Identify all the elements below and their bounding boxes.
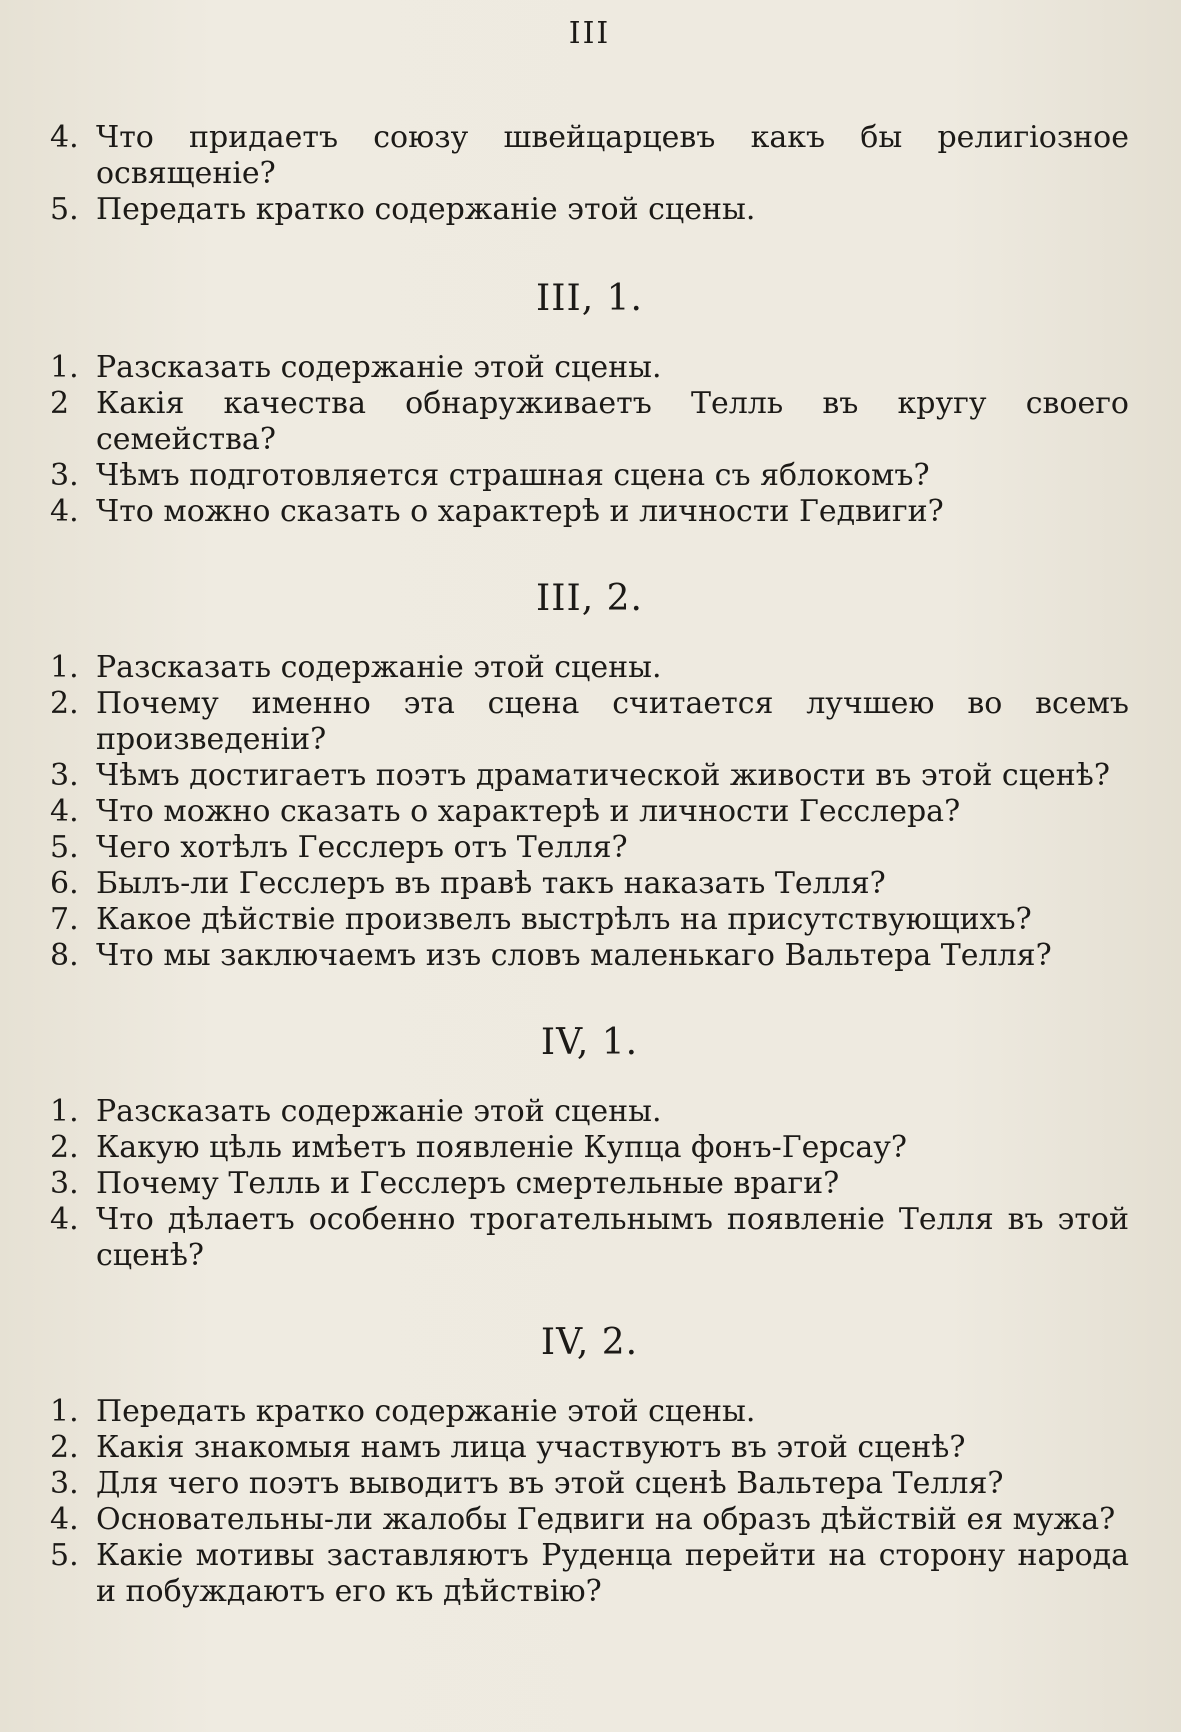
question-text: Какіе мотивы заставляютъ Руденца перейти на сторону народа и побуждаютъ его къ дѣйствію? — [96, 1538, 1129, 1609]
question-number: 1. — [50, 1394, 79, 1429]
question-number: 3. — [50, 458, 79, 493]
question-number: 4. — [50, 794, 79, 829]
question-text: Передать кратко содержаніе этой сцены. — [96, 1394, 756, 1429]
section-question-list — [50, 350, 1129, 530]
question-item — [50, 458, 1129, 494]
section-question-list — [50, 1394, 1129, 1610]
question-item — [50, 758, 1129, 794]
question-item — [50, 830, 1129, 866]
question-text: Разсказать содержаніе этой сцены. — [96, 350, 662, 385]
section-question-list — [50, 1094, 1129, 1274]
question-text: Что можно сказать о характерѣ и личности Гесслера? — [96, 794, 961, 829]
question-text: Что можно сказать о характерѣ и личности Гедвиги? — [96, 494, 944, 529]
section-heading: III, 1. — [536, 278, 643, 319]
question-item — [50, 1430, 1129, 1466]
question-item — [50, 1202, 1129, 1274]
question-item — [50, 1166, 1129, 1202]
question-item — [50, 866, 1129, 902]
question-text: Что дѣлаетъ особенно трогательнымъ появленіе Телля въ этой сценѣ? — [96, 1202, 1129, 1273]
question-item — [50, 494, 1129, 530]
question-text: Былъ-ли Гесслеръ въ правѣ такъ наказать Телля? — [96, 866, 886, 901]
question-text: Какое дѣйствіе произвелъ выстрѣлъ на присутствующихъ? — [96, 902, 1032, 937]
question-number: 3. — [50, 1466, 79, 1501]
question-number: 4. — [50, 120, 79, 155]
question-item — [50, 1394, 1129, 1430]
question-item — [50, 938, 1129, 974]
question-text: Разсказать содержаніе этой сцены. — [96, 1094, 662, 1129]
question-text: Чѣмъ достигаетъ поэтъ драматической живости въ этой сценѣ? — [96, 758, 1110, 793]
question-text: Передать кратко содержаніе этой сцены. — [96, 192, 756, 227]
question-item — [50, 1502, 1129, 1538]
question-item — [50, 386, 1129, 458]
question-number: 5. — [50, 830, 79, 865]
question-text: Основательны-ли жалобы Гедвиги на образъ дѣйствій ея мужа? — [96, 1502, 1116, 1537]
question-number: 1. — [50, 650, 79, 685]
question-text: Какія знакомыя намъ лица участвуютъ въ этой сценѣ? — [96, 1430, 966, 1465]
question-number: 6. — [50, 866, 79, 901]
question-item — [50, 1466, 1129, 1502]
question-number: 1. — [50, 350, 79, 385]
question-number: 2. — [50, 1130, 79, 1165]
question-text: Что мы заключаемъ изъ словъ маленькаго Вальтера Телля? — [96, 938, 1052, 973]
question-text: Какія качества обнаруживаетъ Телль въ кругу своего семейства? — [96, 386, 1129, 457]
question-item — [50, 686, 1129, 758]
question-text: Какую цѣль имѣетъ появленіе Купца фонъ-Герсау? — [96, 1130, 908, 1165]
question-number: 4. — [50, 494, 79, 529]
question-item — [50, 902, 1129, 938]
question-item — [50, 120, 1129, 192]
question-text: Для чего поэтъ выводитъ въ этой сценѣ Вальтера Телля? — [96, 1466, 1004, 1501]
question-number: 5. — [50, 192, 79, 227]
section-question-list — [50, 650, 1129, 974]
question-number: 1. — [50, 1094, 79, 1129]
question-number: 8. — [50, 938, 79, 973]
question-item — [50, 1538, 1129, 1610]
question-item — [50, 350, 1129, 386]
question-number: 3. — [50, 758, 79, 793]
question-number: 2. — [50, 686, 79, 721]
question-text: Чего хотѣлъ Гесслеръ отъ Телля? — [96, 830, 628, 865]
question-number: 7. — [50, 902, 79, 937]
section-heading: IV, 2. — [540, 1322, 639, 1363]
question-number: 2 — [50, 386, 70, 421]
page-number: III — [568, 16, 611, 51]
question-item — [50, 650, 1129, 686]
question-text: Разсказать содержаніе этой сцены. — [96, 650, 662, 685]
question-number: 5. — [50, 1538, 79, 1573]
intro-question-list — [50, 120, 1129, 228]
question-item — [50, 794, 1129, 830]
section-heading: IV, 1. — [540, 1022, 639, 1063]
section-heading: III, 2. — [536, 578, 643, 619]
question-number: 2. — [50, 1430, 79, 1465]
question-number: 3. — [50, 1166, 79, 1201]
question-text: Что придаетъ союзу швейцарцевъ какъ бы религіозное освященіе? — [96, 120, 1129, 191]
question-item — [50, 192, 1129, 228]
question-item — [50, 1130, 1129, 1166]
question-number: 4. — [50, 1202, 79, 1237]
question-text: Почему именно эта сцена считается лучшею во всемъ произведеніи? — [96, 686, 1129, 757]
question-item — [50, 1094, 1129, 1130]
question-text: Почему Телль и Гесслеръ смертельные враги? — [96, 1166, 840, 1201]
question-number: 4. — [50, 1502, 79, 1537]
question-text: Чѣмъ подготовляется страшная сцена съ яблокомъ? — [96, 458, 930, 493]
